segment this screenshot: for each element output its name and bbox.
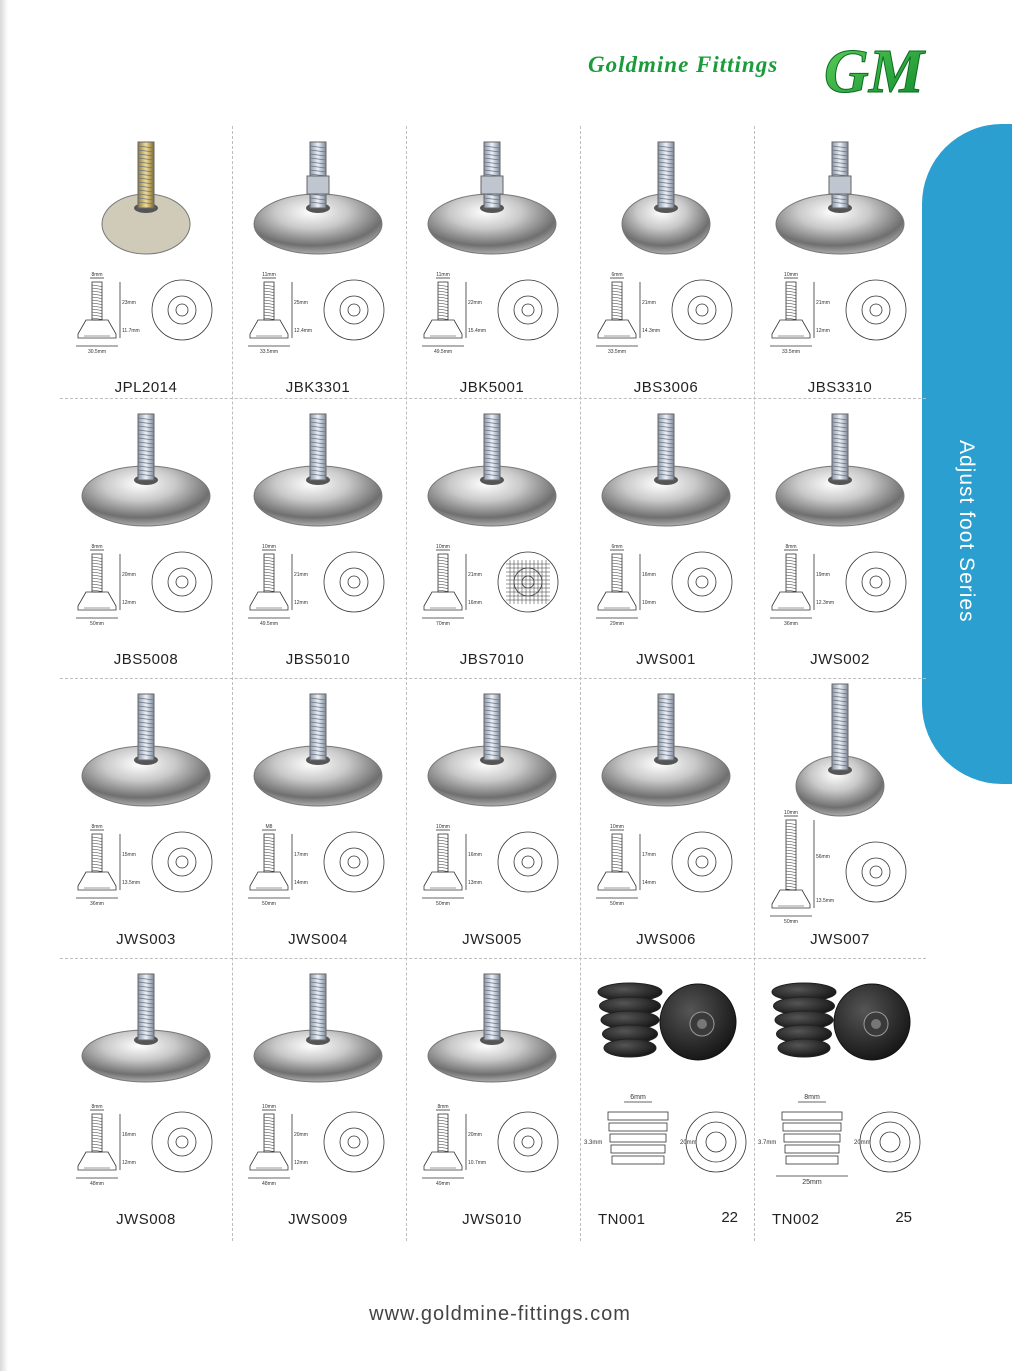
product-card bbox=[754, 958, 926, 1234]
product-code: JWS002 bbox=[810, 651, 870, 668]
technical-drawing bbox=[410, 532, 574, 644]
svg-text:33.5mm: 33.5mm bbox=[607, 349, 627, 355]
svg-text:13.5mm: 13.5mm bbox=[122, 880, 141, 886]
svg-text:56mm: 56mm bbox=[816, 854, 830, 860]
product-code: TN001 bbox=[598, 1211, 646, 1228]
svg-text:8mm: 8mm bbox=[91, 544, 103, 550]
product-card bbox=[60, 678, 232, 954]
product-card bbox=[60, 398, 232, 674]
product-code: JWS009 bbox=[288, 1211, 348, 1228]
technical-drawing bbox=[236, 260, 400, 372]
technical-drawing bbox=[584, 812, 748, 924]
svg-text:8mm: 8mm bbox=[437, 1104, 449, 1110]
product-code: JWS010 bbox=[462, 1211, 522, 1228]
product-code: JWS004 bbox=[288, 931, 348, 948]
svg-text:10mm: 10mm bbox=[262, 1104, 276, 1110]
product-code: JWS008 bbox=[116, 1211, 176, 1228]
product-code: JBK5001 bbox=[459, 379, 525, 396]
page-number: 22 bbox=[721, 1209, 738, 1226]
product-card bbox=[580, 958, 752, 1234]
product-card bbox=[580, 398, 752, 674]
product-code: JBS5008 bbox=[113, 651, 179, 668]
svg-text:49mm: 49mm bbox=[436, 1181, 450, 1187]
page-number: 25 bbox=[895, 1209, 912, 1226]
svg-text:13.5mm: 13.5mm bbox=[816, 898, 835, 904]
product-code: JBS7010 bbox=[459, 651, 525, 668]
svg-text:16mm: 16mm bbox=[122, 1132, 136, 1138]
svg-text:33.5mm: 33.5mm bbox=[781, 349, 801, 355]
technical-drawing bbox=[236, 1092, 400, 1204]
technical-drawing bbox=[410, 1092, 574, 1204]
product-photo bbox=[416, 964, 568, 1088]
technical-drawing bbox=[758, 532, 922, 644]
product-photo bbox=[764, 132, 916, 256]
svg-text:36mm: 36mm bbox=[784, 621, 798, 627]
svg-text:10mm: 10mm bbox=[436, 824, 450, 830]
svg-text:48mm: 48mm bbox=[262, 1181, 276, 1187]
product-card bbox=[232, 126, 404, 402]
product-photo bbox=[416, 132, 568, 256]
product-code: JPL2014 bbox=[114, 379, 178, 396]
svg-text:25mm: 25mm bbox=[294, 300, 308, 306]
product-card bbox=[406, 398, 578, 674]
svg-text:12mm: 12mm bbox=[294, 1160, 308, 1166]
technical-drawing bbox=[584, 1092, 748, 1204]
svg-text:10mm: 10mm bbox=[642, 600, 656, 606]
technical-drawing bbox=[758, 1092, 922, 1204]
svg-text:14.3mm: 14.3mm bbox=[642, 328, 661, 334]
product-photo bbox=[416, 684, 568, 808]
product-code: JWS003 bbox=[116, 931, 176, 948]
product-code: JBS5010 bbox=[285, 651, 351, 668]
svg-text:3.3mm: 3.3mm bbox=[584, 1140, 603, 1146]
svg-text:21mm: 21mm bbox=[816, 300, 830, 306]
svg-text:16mm: 16mm bbox=[642, 572, 656, 578]
svg-text:6mm: 6mm bbox=[611, 544, 623, 550]
technical-drawing bbox=[64, 532, 228, 644]
svg-text:8mm: 8mm bbox=[804, 1094, 820, 1101]
product-photo bbox=[70, 132, 222, 256]
website-url[interactable]: www.goldmine-fittings.com bbox=[369, 1303, 631, 1325]
svg-text:50mm: 50mm bbox=[610, 901, 624, 907]
product-code: JWS007 bbox=[810, 931, 870, 948]
technical-drawing bbox=[64, 260, 228, 372]
product-code: JWS005 bbox=[462, 931, 522, 948]
product-photo bbox=[764, 964, 916, 1088]
svg-text:48mm: 48mm bbox=[90, 1181, 104, 1187]
technical-drawing bbox=[584, 260, 748, 372]
svg-text:16mm: 16mm bbox=[468, 852, 482, 858]
technical-drawing bbox=[410, 260, 574, 372]
svg-text:8mm: 8mm bbox=[91, 1104, 103, 1110]
product-card bbox=[406, 126, 578, 402]
product-code: JBK3301 bbox=[285, 379, 351, 396]
technical-drawing bbox=[64, 812, 228, 924]
svg-text:10mm: 10mm bbox=[436, 544, 450, 550]
svg-text:50mm: 50mm bbox=[784, 919, 798, 925]
svg-text:22mm: 22mm bbox=[468, 300, 482, 306]
svg-text:20mm: 20mm bbox=[294, 1132, 308, 1138]
svg-text:6mm: 6mm bbox=[630, 1094, 646, 1101]
svg-text:49.5mm: 49.5mm bbox=[259, 621, 279, 627]
svg-text:14mm: 14mm bbox=[642, 880, 656, 886]
svg-text:10.7mm: 10.7mm bbox=[468, 1160, 487, 1166]
svg-text:12mm: 12mm bbox=[816, 328, 830, 334]
svg-text:20mm: 20mm bbox=[468, 1132, 482, 1138]
product-code: JBS3310 bbox=[807, 379, 873, 396]
svg-text:12mm: 12mm bbox=[122, 600, 136, 606]
svg-text:10mm: 10mm bbox=[262, 544, 276, 550]
product-card bbox=[232, 398, 404, 674]
svg-text:10mm: 10mm bbox=[784, 810, 798, 816]
product-card bbox=[60, 126, 232, 402]
svg-text:15.4mm: 15.4mm bbox=[468, 328, 487, 334]
svg-text:20mm: 20mm bbox=[122, 572, 136, 578]
technical-drawing bbox=[584, 532, 748, 644]
product-card bbox=[60, 958, 232, 1234]
svg-text:10mm: 10mm bbox=[610, 824, 624, 830]
svg-text:12mm: 12mm bbox=[122, 1160, 136, 1166]
svg-text:8mm: 8mm bbox=[91, 824, 103, 830]
product-card bbox=[232, 958, 404, 1234]
svg-text:25mm: 25mm bbox=[802, 1179, 822, 1186]
product-code: JWS006 bbox=[636, 931, 696, 948]
svg-text:20mm: 20mm bbox=[854, 1140, 871, 1146]
svg-text:12mm: 12mm bbox=[294, 600, 308, 606]
page-edge-shadow bbox=[0, 0, 8, 1371]
product-card bbox=[232, 678, 404, 954]
product-photo bbox=[70, 404, 222, 528]
technical-drawing bbox=[236, 812, 400, 924]
svg-text:12.3mm: 12.3mm bbox=[816, 600, 835, 606]
product-code: TN002 bbox=[772, 1211, 820, 1228]
svg-text:14mm: 14mm bbox=[294, 880, 308, 886]
svg-text:M8: M8 bbox=[265, 824, 273, 830]
technical-drawing bbox=[64, 1092, 228, 1204]
product-card bbox=[406, 958, 578, 1234]
product-card bbox=[754, 126, 926, 402]
svg-text:3.7mm: 3.7mm bbox=[758, 1140, 777, 1146]
svg-text:10mm: 10mm bbox=[784, 272, 798, 278]
technical-drawing bbox=[410, 812, 574, 924]
svg-text:23mm: 23mm bbox=[122, 300, 136, 306]
product-photo bbox=[242, 132, 394, 256]
product-photo bbox=[70, 684, 222, 808]
svg-text:50mm: 50mm bbox=[436, 901, 450, 907]
svg-text:29mm: 29mm bbox=[610, 621, 624, 627]
product-photo bbox=[242, 964, 394, 1088]
svg-text:19mm: 19mm bbox=[816, 572, 830, 578]
product-card bbox=[580, 126, 752, 402]
technical-drawing bbox=[758, 812, 922, 924]
svg-text:70mm: 70mm bbox=[436, 621, 450, 627]
product-photo bbox=[70, 964, 222, 1088]
svg-text:21mm: 21mm bbox=[468, 572, 482, 578]
svg-text:50mm: 50mm bbox=[90, 621, 104, 627]
svg-text:8mm: 8mm bbox=[785, 544, 797, 550]
svg-text:30.5mm: 30.5mm bbox=[87, 349, 107, 355]
svg-text:11.7mm: 11.7mm bbox=[122, 328, 140, 334]
technical-drawing bbox=[236, 532, 400, 644]
product-code: JWS001 bbox=[636, 651, 696, 668]
svg-text:16mm: 16mm bbox=[468, 600, 482, 606]
product-card bbox=[406, 678, 578, 954]
svg-text:36mm: 36mm bbox=[90, 901, 104, 907]
svg-text:21mm: 21mm bbox=[294, 572, 308, 578]
svg-text:11mm: 11mm bbox=[262, 272, 276, 278]
product-photo bbox=[764, 404, 916, 528]
svg-text:12.4mm: 12.4mm bbox=[294, 328, 313, 334]
product-code: JBS3006 bbox=[633, 379, 699, 396]
svg-text:33.5mm: 33.5mm bbox=[259, 349, 279, 355]
product-photo bbox=[242, 404, 394, 528]
svg-text:17mm: 17mm bbox=[294, 852, 308, 858]
svg-text:21mm: 21mm bbox=[642, 300, 656, 306]
svg-text:20mm: 20mm bbox=[680, 1140, 697, 1146]
svg-text:49.5mm: 49.5mm bbox=[433, 349, 453, 355]
product-card bbox=[754, 678, 926, 954]
svg-text:15mm: 15mm bbox=[122, 852, 136, 858]
product-photo bbox=[590, 132, 742, 256]
svg-text:11mm: 11mm bbox=[436, 272, 450, 278]
svg-text:50mm: 50mm bbox=[262, 901, 276, 907]
svg-text:6mm: 6mm bbox=[611, 272, 623, 278]
product-photo bbox=[764, 684, 916, 808]
svg-text:13mm: 13mm bbox=[468, 880, 482, 886]
brand-name: Goldmine Fittings bbox=[588, 52, 779, 77]
technical-drawing bbox=[758, 260, 922, 372]
product-card bbox=[580, 678, 752, 954]
brand-logo bbox=[820, 30, 924, 106]
product-photo bbox=[242, 684, 394, 808]
series-tab-label: Adjust foot Series bbox=[955, 440, 978, 623]
svg-text:8mm: 8mm bbox=[91, 272, 103, 278]
product-card bbox=[754, 398, 926, 674]
product-photo bbox=[416, 404, 568, 528]
svg-text:17mm: 17mm bbox=[642, 852, 656, 858]
product-photo bbox=[590, 404, 742, 528]
product-photo bbox=[590, 964, 742, 1088]
product-photo bbox=[590, 684, 742, 808]
svg-text:GM: GM bbox=[824, 38, 924, 106]
